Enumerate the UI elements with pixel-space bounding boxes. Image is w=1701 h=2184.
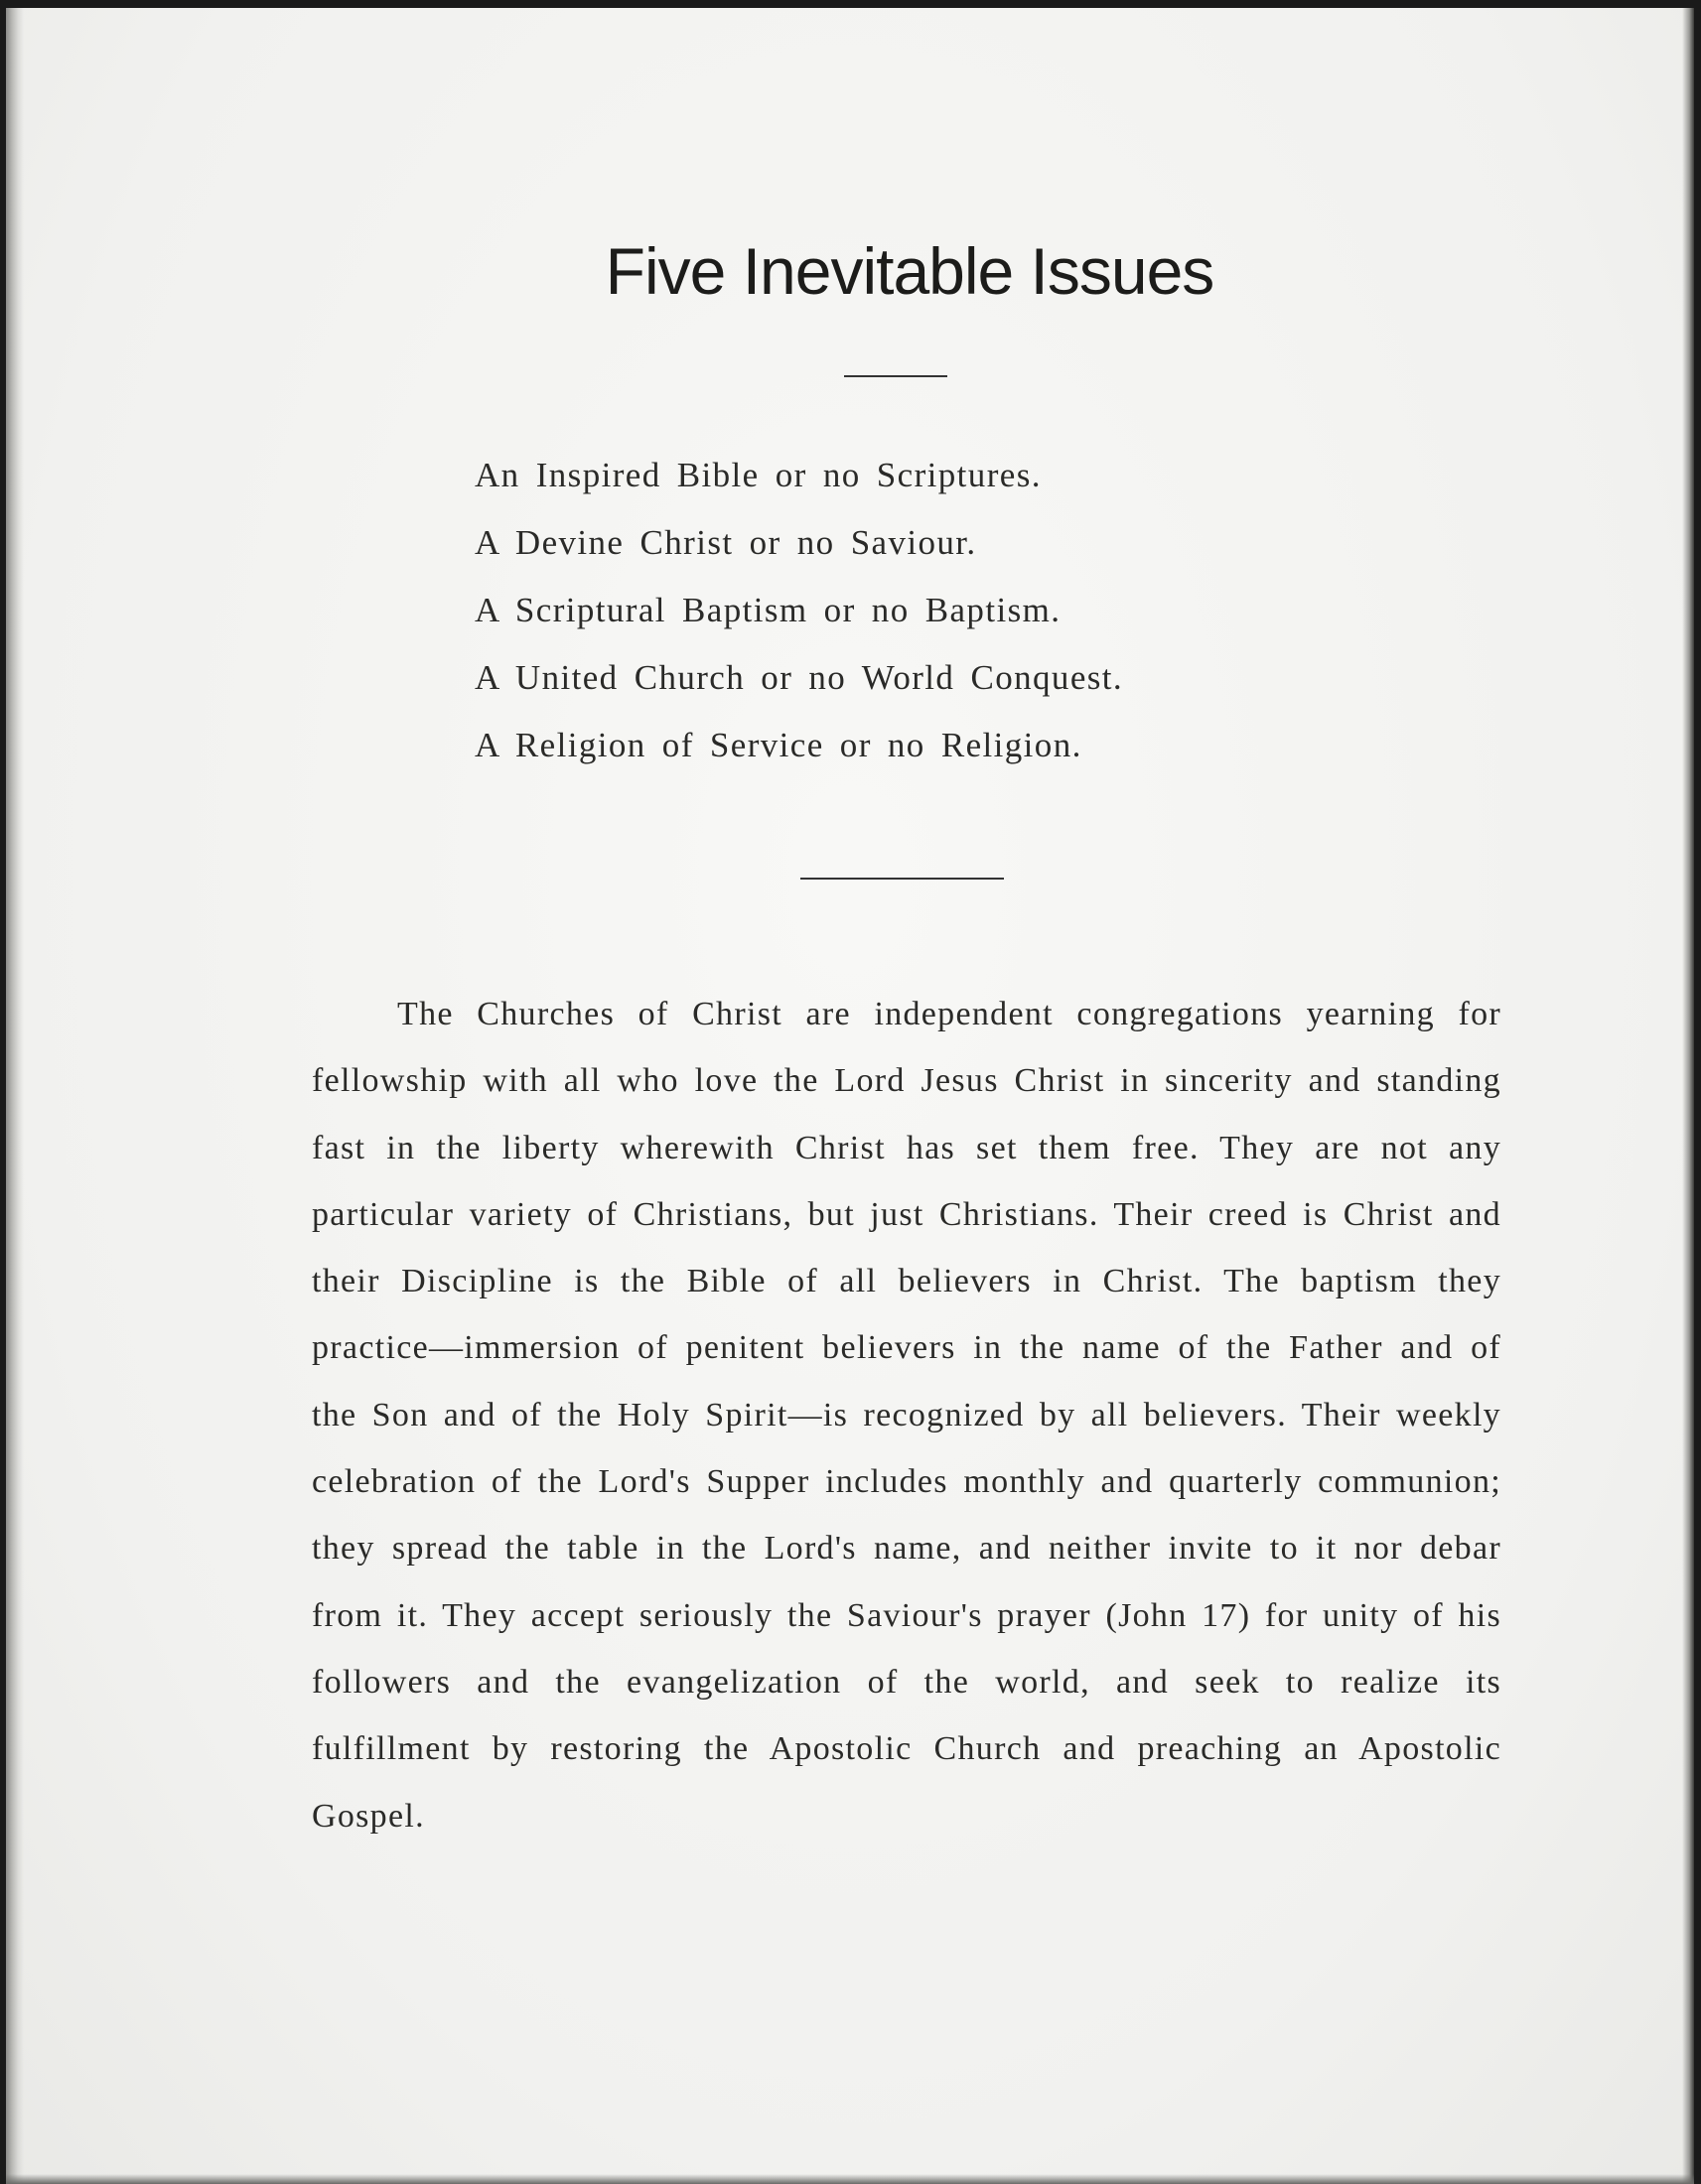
page-right-edge-shadow [1682,8,1694,2184]
page-bottom-edge-shadow [6,2174,1694,2184]
section-divider [800,878,1004,880]
issue-item: A Scriptural Baptism or no Baptism. [475,591,1062,629]
page-title: Five Inevitable Issues [605,234,1214,308]
title-divider [844,375,947,377]
issue-item: An Inspired Bible or no Scriptures. [475,456,1042,494]
page-left-edge-shadow [6,8,24,2184]
issues-list [475,447,1123,784]
issue-item: A Religion of Service or no Religion. [475,726,1082,764]
body-paragraph: The Churches of Christ are independent congregations yearning for fellowship with all who love the Lord Jesus Christ in sincerity and standing fast in the liberty wherewith Christ has set them free. They are not any particular variety of Christians, but just Christians. Their creed is Christ and their Discipline is the Bible of all believers in Christ. The baptism they practice—immersion of penitent believers in the name of the Father and of the Son and of the Holy Spirit—is recognized by all believers. Their weekly celebration of the Lord's Supper includes monthly and quarterly communion; they spread the table in the Lord's name, and neither invite to it nor debar from it. They accept seriously the Saviour's prayer (John 17) for unity of his followers and the evangelization of the world, and seek to realize its fulfillment by restoring the Apostolic Church and preaching an Apostolic Gospel. [312,996,1501,1835]
issue-item: A United Church or no World Conquest. [475,658,1124,697]
issue-item: A Devine Christ or no Saviour. [475,523,977,562]
document-page [6,8,1694,2184]
